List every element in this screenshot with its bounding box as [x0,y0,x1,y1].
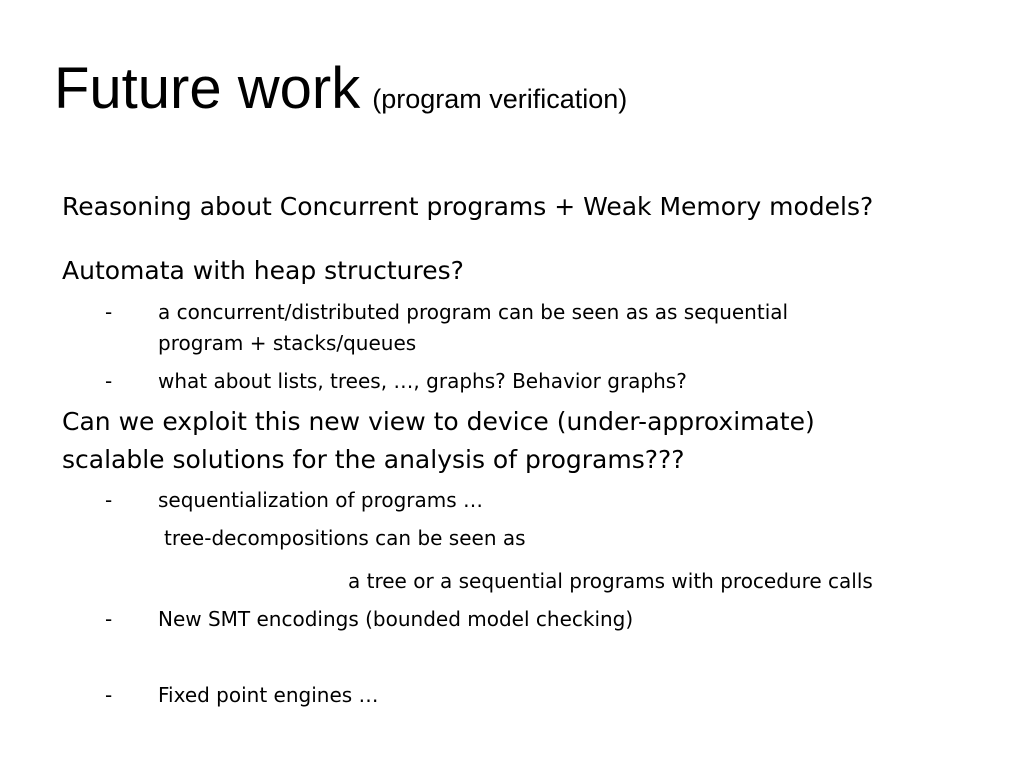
sub-bullet-tree-decompositions: tree-decompositions can be seen as [164,526,526,550]
sub-bullet-concurrent-sequential-line1: a concurrent/distributed program can be seen as as sequential [158,300,789,324]
title-subtitle: (program verification) [372,84,628,114]
bullet-reasoning-concurrent: Reasoning about Concurrent programs + Weak Memory models? [62,192,874,221]
sub-bullet-sequentialization: sequentialization of programs … [158,488,484,512]
bullet-automata-heap: Automata with heap structures? [62,256,464,285]
sub-bullet-smt-encodings: New SMT encodings (bounded model checking) [158,607,634,631]
dash-marker: - [105,369,113,393]
dash-marker: - [105,488,113,512]
sub-bullet-lists-trees-graphs: what about lists, trees, …, graphs? Behavior graphs? [158,369,687,393]
dash-marker: - [105,300,113,324]
title-main: Future work [54,56,361,121]
dash-marker: - [105,683,113,707]
dash-marker: - [105,607,113,631]
bullet-exploit-view-line2: scalable solutions for the analysis of programs??? [62,445,685,474]
sub-bullet-tree-or-sequential: a tree or a sequential programs with procedure calls [348,569,873,593]
bullet-exploit-view-line1: Can we exploit this new view to device (under-approximate) [62,407,815,436]
sub-bullet-fixed-point-engines: Fixed point engines … [158,683,379,707]
sub-bullet-concurrent-sequential-line2: program + stacks/queues [158,331,417,355]
slide-title [54,50,627,128]
